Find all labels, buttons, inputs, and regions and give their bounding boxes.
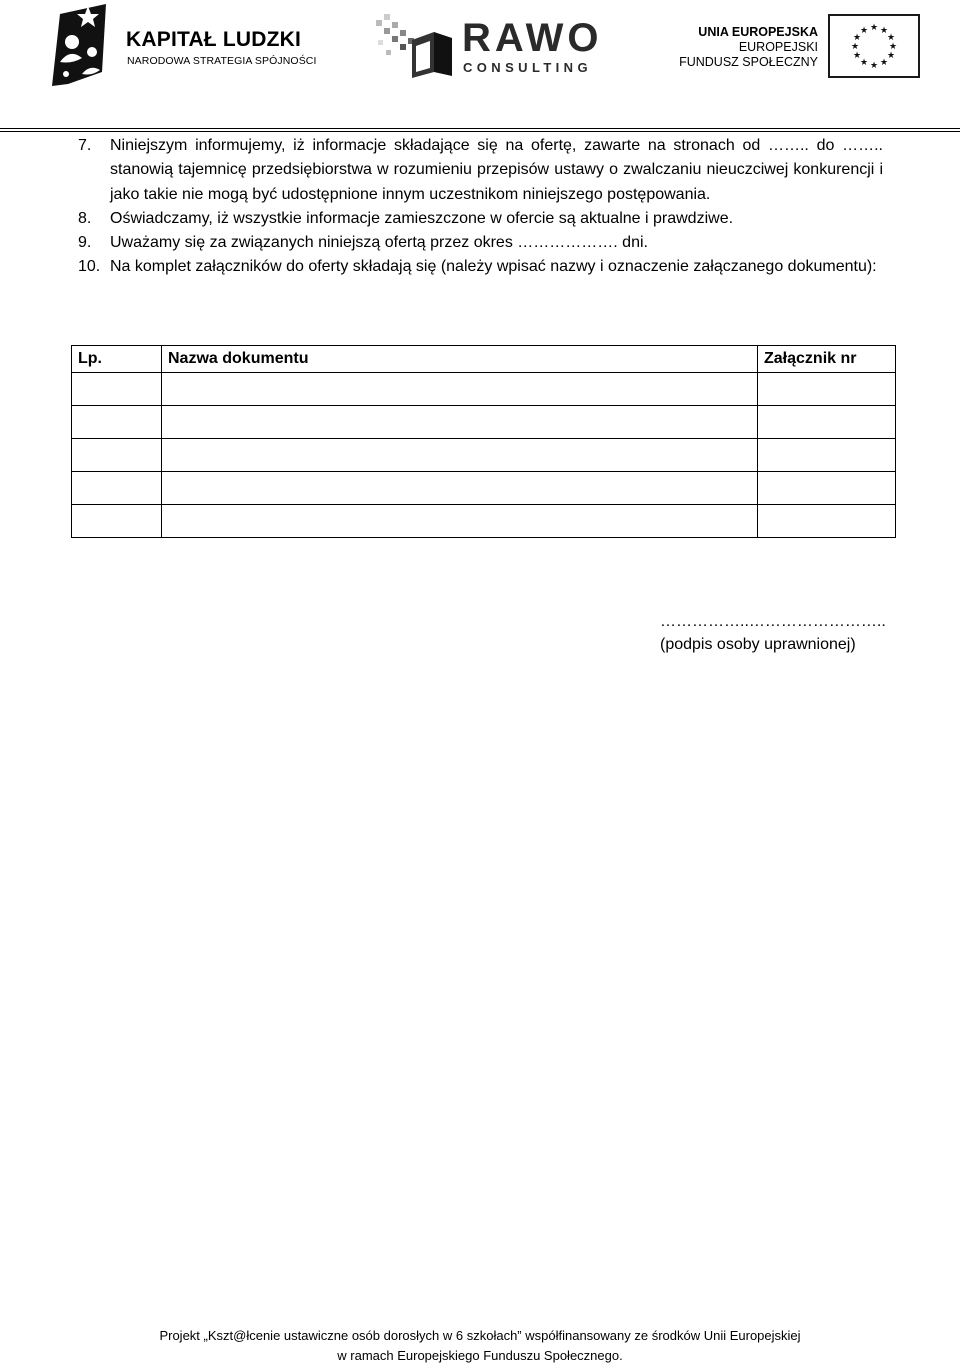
- list-item: [78, 255, 883, 279]
- table-header-row: [72, 346, 896, 373]
- table-cell[interactable]: [72, 406, 162, 439]
- item-number: 9.: [78, 234, 92, 252]
- table-cell[interactable]: [162, 472, 758, 505]
- signature-block: [660, 610, 886, 656]
- footer-line-1: Projekt „Kszt@łcenie ustawiczne osób dorosłych w 6 szkołach” współfinansowany ze środków Unii Europejskiej: [159, 1328, 801, 1343]
- svg-text:★: ★: [850, 42, 860, 52]
- eu-flag-icon: [828, 14, 920, 78]
- rawo-consulting-logo: [372, 10, 602, 80]
- svg-text:★: ★: [852, 51, 862, 61]
- rawo-subtitle: CONSULTING: [463, 60, 592, 75]
- table-cell[interactable]: [72, 439, 162, 472]
- col-header-document-name: Nazwa dokumentu: [162, 346, 758, 373]
- table-cell[interactable]: [758, 505, 896, 538]
- list-item: [78, 231, 883, 255]
- svg-text:★: ★: [879, 26, 889, 36]
- table-cell[interactable]: [72, 472, 162, 505]
- rawo-title: RAWO: [462, 16, 603, 60]
- svg-text:★: ★: [879, 58, 889, 68]
- eu-stars-icon: [830, 16, 918, 76]
- eu-line-1: UNIA EUROPEJSKA: [698, 25, 818, 39]
- table-cell[interactable]: [162, 439, 758, 472]
- item-number: 7.: [78, 137, 92, 154]
- table-cell[interactable]: [758, 406, 896, 439]
- svg-text:★: ★: [886, 33, 896, 43]
- declarations-list: [78, 134, 883, 280]
- item-number: 8.: [78, 209, 92, 227]
- footer-line-2: w ramach Europejskiego Funduszu Społecznego.: [337, 1348, 623, 1363]
- table-row: [72, 373, 896, 406]
- item-text: Na komplet załączników do oferty składają się (należy wpisać nazwy i oznaczenie załączanego dokumentu):: [110, 258, 877, 276]
- item-text: Uważamy się za związanych niniejszą ofertą przez okres ………………. dni.: [110, 234, 648, 252]
- table-row: [72, 439, 896, 472]
- page-footer: [0, 1326, 960, 1366]
- page-header: [0, 0, 960, 110]
- kapital-ludzki-logo: [48, 2, 338, 90]
- table-cell[interactable]: [758, 439, 896, 472]
- table-row: [72, 406, 896, 439]
- table-row: [72, 505, 896, 538]
- table-cell[interactable]: [162, 406, 758, 439]
- col-header-lp: Lp.: [72, 346, 162, 373]
- header-divider: [0, 128, 960, 131]
- svg-text:★: ★: [859, 26, 869, 36]
- rawo-pixel-book-icon: [372, 10, 456, 80]
- svg-text:★: ★: [888, 42, 898, 52]
- table-cell[interactable]: [162, 505, 758, 538]
- kapital-ludzki-title: KAPITAŁ LUDZKI: [126, 28, 302, 51]
- col-header-attachment-no: Załącznik nr: [758, 346, 896, 373]
- item-text: Niniejszym informujemy, iż informacje składające się na ofertę, zawarte na stronach od …….. do …….. stanowią tajemnicę przedsiębiorstwa w rozumieniu przepisów ustawy o zwalczaniu nieuczciwej konkurencji i jako takie nie mogą być udostępnione innym uczestnikom niniejszego postępowania.: [110, 137, 883, 203]
- svg-text:★: ★: [886, 51, 896, 61]
- table-cell[interactable]: [758, 472, 896, 505]
- eu-social-fund-logo: [679, 14, 926, 84]
- eu-logo-text: [679, 24, 818, 70]
- signature-line: ……………..……………………..: [660, 613, 886, 630]
- signature-label: (podpis osoby uprawnionej): [660, 636, 856, 653]
- table-cell[interactable]: [162, 373, 758, 406]
- kapital-ludzki-subtitle: NARODOWA STRATEGIA SPÓJNOŚCI: [127, 55, 317, 67]
- table-cell[interactable]: [758, 373, 896, 406]
- svg-text:★: ★: [852, 33, 862, 43]
- item-text: Oświadczamy, iż wszystkie informacje zamieszczone w ofercie są aktualne i prawdziwe.: [110, 209, 734, 227]
- svg-text:★: ★: [859, 58, 869, 68]
- list-item: [78, 134, 883, 207]
- list-item: [78, 207, 883, 231]
- table-cell[interactable]: [72, 373, 162, 406]
- kapital-ludzki-emblem-icon: [48, 2, 110, 88]
- attachments-table: [71, 345, 896, 538]
- eu-line-2: EUROPEJSKI: [738, 40, 818, 54]
- eu-line-3: FUNDUSZ SPOŁECZNY: [679, 55, 818, 69]
- table-cell[interactable]: [72, 505, 162, 538]
- item-number: 10.: [78, 258, 101, 276]
- svg-text:★: ★: [869, 61, 879, 71]
- table-row: [72, 472, 896, 505]
- svg-text:★: ★: [869, 23, 879, 33]
